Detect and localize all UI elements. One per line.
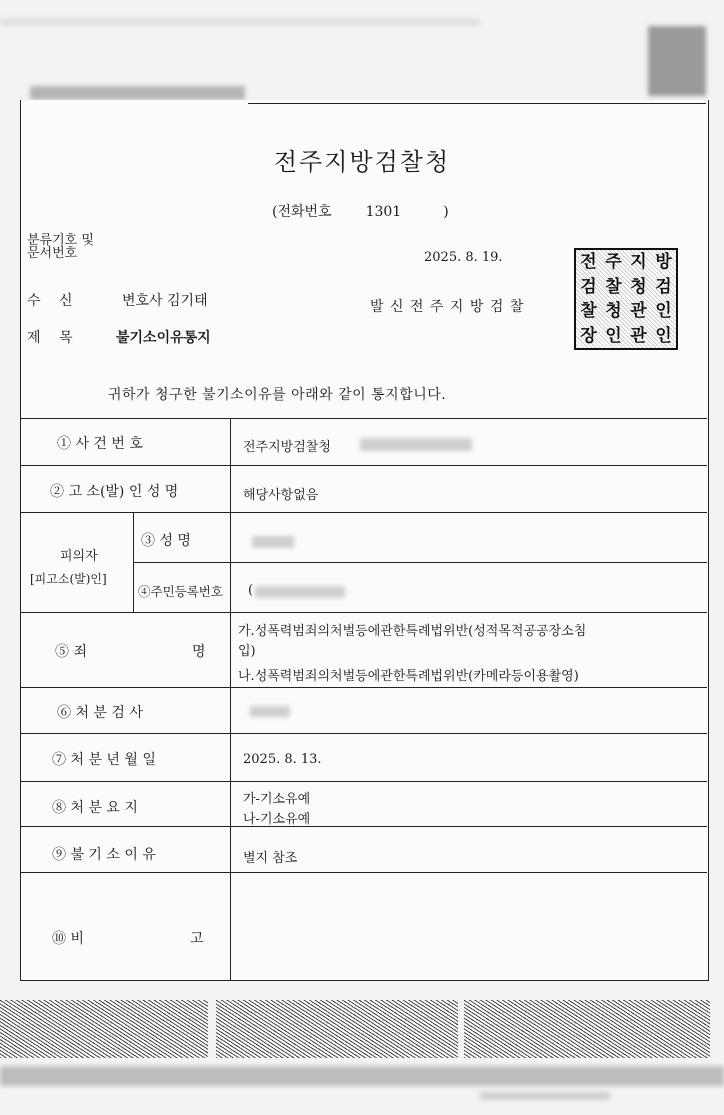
seal-char: 방 — [655, 252, 672, 272]
seal-char: 청 — [605, 301, 622, 321]
disposition-date-value: 2025. 8. 13. — [243, 752, 322, 767]
redacted-name — [252, 536, 294, 548]
seal-char: 찰 — [605, 276, 622, 297]
subject-value: 불기소이유통지 — [116, 330, 211, 346]
disposition-gist-line-2: 나-기소유예 — [243, 812, 311, 827]
crime-label: ⑤ 죄 — [55, 644, 87, 660]
table-top-border — [20, 418, 707, 419]
complainant-label: ② 고 소(발) 인 성 명 — [50, 484, 179, 500]
remarks-label-end: 고 — [190, 931, 204, 947]
redacted-org-label — [30, 86, 245, 100]
remarks-label: ⑩ 비 — [52, 931, 84, 947]
sender: 발 신 전 주 지 방 검 찰 — [370, 299, 525, 315]
seal-char: 인 — [655, 325, 672, 346]
phone-number: 1301 — [365, 204, 402, 220]
case-number-label: ① 사 건 번 호 — [57, 436, 143, 452]
disposition-date-label: ⑦ 처 분 년 월 일 — [52, 752, 156, 768]
prosecutor-label: ⑥ 처 분 검 사 — [57, 705, 143, 721]
non-prosecution-reason-label: ⑨ 불 기 소 이 유 — [52, 847, 156, 863]
seal-char: 전 — [580, 252, 597, 272]
scan-noise — [464, 1000, 710, 1058]
classification-label-line-1: 분류기호 및 — [27, 233, 94, 248]
redacted-footer-2 — [480, 1092, 610, 1100]
crime-line-1: 가.성폭력범죄의처벌등에관한특례법위반(성적목적공공장소침 — [238, 624, 587, 639]
case-number-value: 전주지방검찰청 — [243, 440, 331, 455]
seal-char: 관 — [630, 301, 647, 321]
classification-label — [27, 234, 94, 260]
table-suspect-divider — [133, 512, 134, 612]
redacted-rrn — [255, 586, 345, 598]
seal-char: 장 — [580, 325, 597, 346]
seal-char: 검 — [655, 276, 672, 297]
redacted-prosecutor — [250, 706, 290, 717]
crime-line-3: 나.성폭력범죄의처벌등에관한특례법위반(카메라등이용촬영) — [238, 669, 579, 684]
table-row-divider — [20, 733, 707, 734]
top-rule — [248, 103, 706, 104]
seal-char: 찰 — [580, 301, 597, 321]
table-subrow-divider — [133, 562, 707, 563]
phone-close: ) — [443, 204, 449, 220]
official-seal — [574, 248, 678, 350]
subject-label: 제 목 — [27, 330, 73, 346]
phone-line — [272, 201, 449, 221]
table-row-divider — [20, 512, 707, 513]
seal-char: 지 — [630, 252, 647, 272]
recipient-label: 수 신 — [27, 293, 73, 309]
table-row-divider — [20, 781, 707, 782]
name-label: ③ 성 명 — [141, 533, 191, 549]
document-date: 2025. 8. 19. — [424, 250, 503, 265]
table-row-divider — [20, 826, 707, 827]
redacted-corner-mark — [648, 26, 706, 96]
recipient-value: 변호사 김기태 — [122, 293, 208, 309]
table-row-divider — [20, 465, 707, 466]
seal-char: 검 — [580, 276, 597, 297]
complainant-value: 해당사항없음 — [243, 488, 319, 503]
rrn-prefix: ( — [248, 583, 254, 598]
non-prosecution-reason-value: 별지 참조 — [243, 851, 298, 866]
crime-line-2: 입) — [238, 644, 256, 659]
table-column-divider — [230, 418, 231, 980]
table-row-divider — [20, 612, 707, 613]
seal-char: 관 — [630, 325, 647, 346]
table-row-divider — [20, 687, 707, 688]
seal-char: 인 — [655, 301, 672, 321]
redacted-footer — [0, 1066, 724, 1086]
phone-label: (전화번호 — [272, 204, 332, 220]
seal-char: 청 — [630, 276, 647, 297]
seal-char: 주 — [605, 252, 622, 272]
crime-label-end: 명 — [192, 644, 206, 660]
scan-noise — [0, 1000, 208, 1058]
table-row-divider — [20, 872, 707, 873]
suspect-label-sub: [피고소(발)인] — [30, 572, 107, 586]
classification-label-line-2: 문서번호 — [27, 246, 78, 261]
suspect-label: 피의자 — [60, 549, 98, 564]
redacted-header-strip — [0, 18, 480, 26]
redacted-case-number — [360, 438, 472, 451]
disposition-gist-line-1: 가-기소유예 — [243, 792, 311, 807]
disposition-gist-label: ⑧ 처 분 요 지 — [52, 800, 138, 816]
intro-text: 귀하가 청구한 불기소이유를 아래와 같이 통지합니다. — [108, 387, 447, 403]
seal-char: 인 — [605, 325, 622, 346]
rrn-label: ④주민등록번호 — [138, 584, 223, 599]
document-title: 전주지방검찰청 — [273, 148, 451, 176]
scan-noise — [216, 1000, 458, 1058]
